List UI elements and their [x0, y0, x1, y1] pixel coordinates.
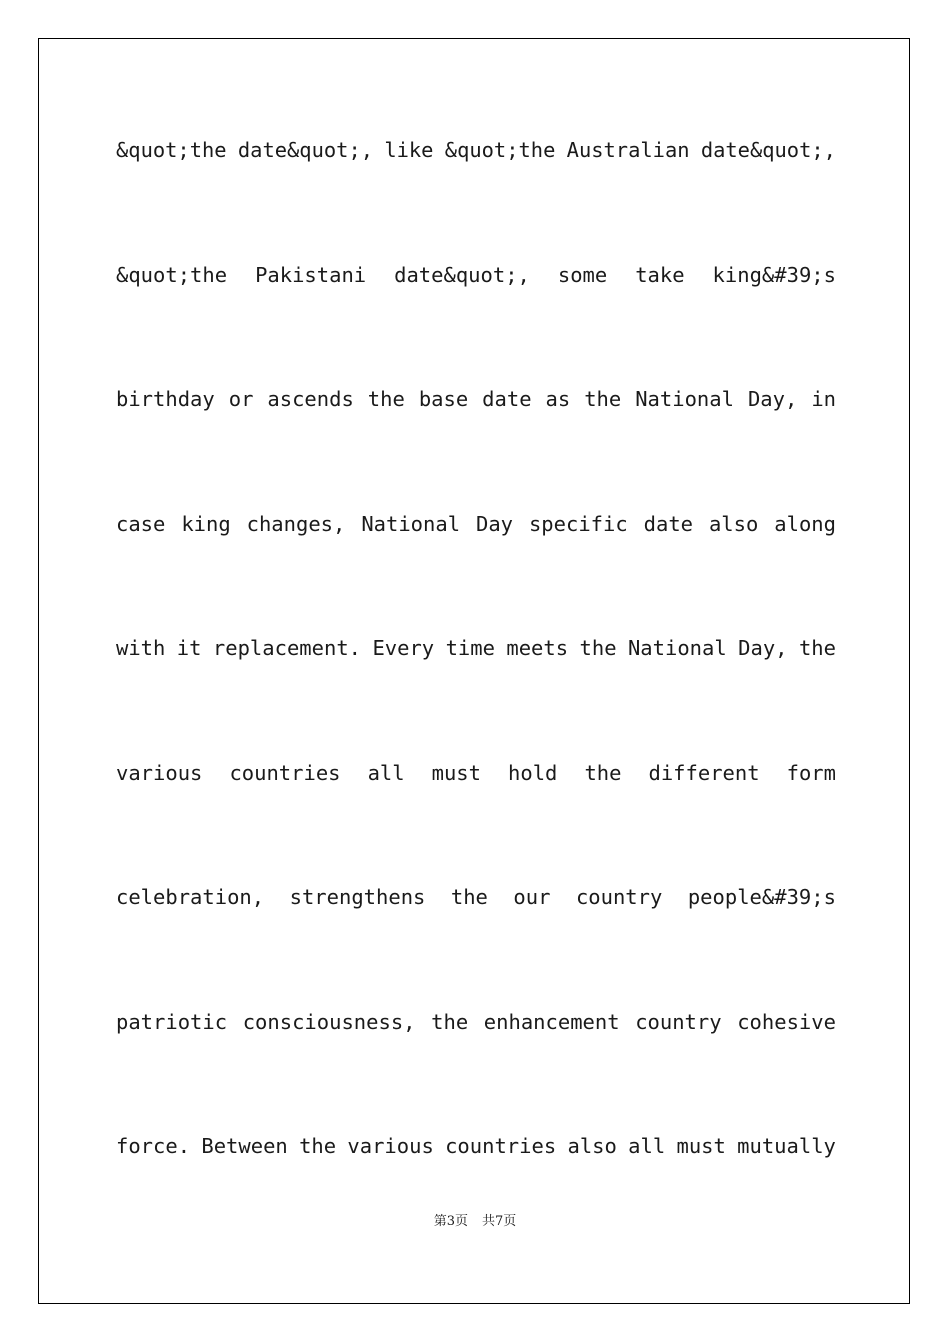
text-word: Between: [201, 1134, 288, 1158]
text-word: people&#39;s: [687, 885, 836, 909]
text-word: countries: [229, 760, 341, 785]
text-word: king: [181, 511, 231, 536]
text-word: the: [584, 760, 622, 785]
text-line: [116, 128, 836, 253]
text-line: [116, 875, 836, 1000]
text-word: must: [431, 760, 481, 785]
text-word: or: [228, 387, 254, 411]
text-word: National: [627, 636, 727, 660]
text-word: country: [635, 1009, 722, 1034]
text-word: take: [635, 262, 685, 287]
text-word: in: [811, 387, 836, 411]
text-word: along: [774, 511, 836, 536]
text-word: base: [418, 387, 469, 411]
text-word: Day: [476, 511, 514, 536]
text-word: the: [367, 387, 405, 411]
text-word: ascends: [267, 387, 354, 411]
text-word: all: [628, 1134, 666, 1158]
text-word: various: [116, 760, 203, 785]
text-word: various: [347, 1134, 434, 1158]
text-line: [116, 253, 836, 378]
text-word: mutually: [737, 1134, 836, 1158]
text-word: countries: [445, 1134, 557, 1158]
page-footer: [0, 1210, 950, 1229]
text-word: time: [445, 636, 495, 660]
text-word: Every: [372, 636, 435, 660]
text-word: it: [176, 636, 202, 660]
text-word: also: [708, 511, 759, 536]
text-word: Australian: [566, 138, 690, 162]
text-line: [116, 626, 836, 751]
text-word: as: [545, 387, 571, 411]
text-word: &quot;the: [116, 138, 227, 162]
text-word: different: [648, 760, 760, 785]
page-number: 第3页: [433, 1214, 468, 1229]
text-word: &quot;the: [444, 138, 556, 162]
text-word: case: [116, 511, 166, 536]
text-word: date: [482, 387, 532, 411]
text-word: date&quot;,: [394, 262, 530, 287]
text-word: hold: [508, 760, 558, 785]
text-word: some: [557, 262, 608, 287]
text-word: the: [299, 1134, 337, 1158]
text-word: the: [431, 1009, 469, 1034]
text-word: form: [786, 760, 836, 785]
text-word: date: [643, 511, 694, 536]
text-word: Day,: [747, 387, 798, 411]
text-line: [116, 1124, 836, 1249]
text-word: National: [361, 511, 461, 536]
page-frame: [38, 38, 910, 1304]
text-word: &quot;the: [116, 262, 228, 287]
body-text: [116, 128, 836, 1249]
text-word: cohesive: [737, 1009, 836, 1034]
text-word: replacement.: [212, 636, 362, 660]
text-word: date&quot;,: [700, 138, 836, 162]
text-word: date&quot;,: [237, 138, 374, 162]
text-word: the: [450, 885, 488, 909]
text-word: Pakistani: [255, 262, 367, 287]
text-word: with: [116, 636, 166, 660]
text-word: must: [676, 1134, 726, 1158]
text-word: enhancement: [483, 1009, 620, 1034]
text-word: the: [579, 636, 617, 660]
text-word: consciousness,: [242, 1009, 416, 1034]
text-word: strengthens: [289, 885, 426, 909]
text-word: the: [798, 636, 836, 660]
text-word: changes,: [246, 511, 346, 536]
text-word: country: [575, 885, 663, 909]
text-word: the: [584, 387, 622, 411]
text-word: National: [635, 387, 734, 411]
text-word: specific: [528, 511, 628, 536]
text-word: birthday: [116, 387, 215, 411]
text-line: [116, 1000, 836, 1125]
text-word: all: [367, 760, 405, 785]
text-word: celebration,: [116, 885, 265, 909]
text-word: our: [513, 885, 551, 909]
text-line: [116, 751, 836, 876]
page-total: 共7页: [482, 1214, 517, 1229]
text-word: force.: [116, 1134, 191, 1158]
text-word: patriotic: [116, 1009, 228, 1034]
text-line: [116, 502, 836, 627]
text-word: meets: [506, 636, 569, 660]
text-word: Day,: [738, 636, 788, 660]
text-word: also: [567, 1134, 617, 1158]
text-line: [116, 377, 836, 502]
text-word: king&#39;s: [712, 262, 836, 287]
text-word: like: [384, 138, 434, 162]
